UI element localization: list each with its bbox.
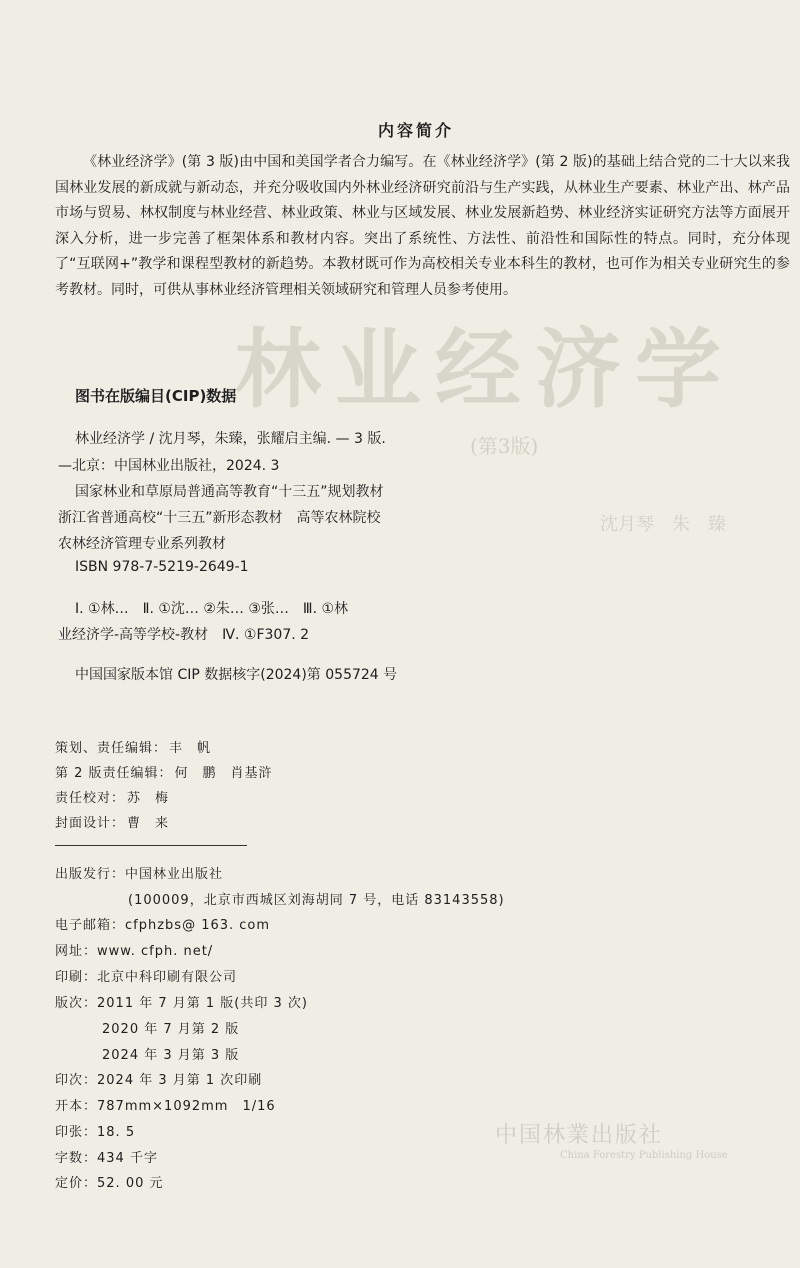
intro-heading: 内容简介 (378, 121, 455, 140)
pub-email (55, 914, 270, 933)
credit-planning-editor (55, 737, 211, 756)
credit-label: 封面设计： (55, 816, 126, 831)
credit-value: 丰 帆 (169, 741, 212, 756)
pub-publisher (55, 863, 223, 882)
pub-label: 电子邮箱： (55, 918, 126, 933)
cip-line-series-1: 国家林业和草原局普通高等教育“十三五”规划教材 (75, 484, 384, 500)
credit-second-edition-editor (55, 762, 273, 781)
intro-body: 《林业经济学》(第 3 版)由中国和美国学者合力编写。在《林业经济学》(第 2 版)的基础上结合党的二十大以来我国林业发展的新成就与新动态，并充分吸收国内外林业经济研究前沿与生产实践，从林业生产要素、林业产出、林产品市场与贸易、林权制度与林业经营、林业政策、林业与区域发展、林业发展新趋势、林业经济实证研究方法等方面展开深入分析，进一步完善了框架体系和教材内容。突出了系统性、方法性、前沿性和国际性的特点。同时，充分体现了“互联网+”教学和课程型教材的新趋势。本教材既可作为高校相关专业本科生的教材，也可作为相关专业研究生的参考教材。同时，可供从事林业经济管理相关领域研究和管理人员参考使用。 (55, 154, 790, 298)
bleed-through-publisher-en: China Forestry Publishing House (560, 1150, 728, 1161)
pub-label: 版次： (55, 996, 98, 1011)
bleed-through-title: 林业经济学 (235, 319, 735, 420)
pub-label: 定价： (55, 1176, 98, 1191)
cip-line-series-2: 浙江省普通高校“十三五”新形态教材 高等农林院校 (58, 510, 381, 526)
cip-line-record-number: 中国国家版本馆 CIP 数据核字(2024)第 055724 号 (75, 667, 398, 683)
cip-line-series-3: 农林经济管理专业系列教材 (58, 536, 226, 552)
pub-value: 52. 00 元 (97, 1176, 164, 1191)
pub-impression (55, 1069, 262, 1088)
pub-label: 字数： (55, 1151, 98, 1166)
pub-format (55, 1095, 276, 1114)
cip-line-isbn: ISBN 978-7-5219-2649-1 (75, 559, 249, 575)
pub-price (55, 1172, 164, 1191)
pub-printer (55, 966, 237, 985)
pub-edition-3: 2024 年 3 月第 3 版 (102, 1048, 240, 1063)
cip-line-subject-2: 业经济学-高等学校-教材 Ⅳ. ①F307. 2 (58, 627, 310, 643)
bleed-through-publisher-logo: 中国林業出版社 (495, 1123, 664, 1148)
pub-value: 2024 年 3 月第 1 次印刷 (97, 1073, 263, 1088)
bleed-through-edition: (第3版) (470, 434, 539, 458)
pub-value: 434 千字 (97, 1151, 158, 1166)
pub-website (55, 940, 213, 959)
credit-value: 苏 梅 (127, 791, 170, 806)
cip-line-publisher: —北京：中国林业出版社，2024. 3 (58, 458, 280, 474)
pub-label: 印次： (55, 1073, 98, 1088)
pub-label: 开本： (55, 1099, 98, 1114)
pub-value: 中国林业出版社 (125, 867, 224, 882)
pub-value: 北京中科印刷有限公司 (97, 970, 238, 985)
credit-label: 策划、责任编辑： (55, 741, 168, 756)
credit-label: 责任校对： (55, 791, 126, 806)
pub-edition-2: 2020 年 7 月第 2 版 (102, 1022, 240, 1037)
cip-line-subject-1: Ⅰ. ①林… Ⅱ. ①沈… ②朱… ③张… Ⅲ. ①林 (75, 601, 349, 617)
pub-words (55, 1147, 158, 1166)
credit-value: 曹 来 (127, 816, 170, 831)
pub-label: 出版发行： (55, 867, 126, 882)
credit-value: 何 鹏 肖基浒 (174, 766, 273, 781)
credit-proofreader (55, 787, 169, 806)
pub-edition (55, 992, 308, 1011)
pub-sheets (55, 1121, 135, 1140)
pub-value: 2011 年 7 月第 1 版(共印 3 次) (97, 996, 308, 1011)
credit-cover-design (55, 812, 169, 831)
divider (55, 845, 247, 846)
bleed-through-authors: 沈月琴 朱 臻 (600, 514, 726, 535)
pub-label: 网址： (55, 944, 98, 959)
cip-line-title: 林业经济学 / 沈月琴，朱臻，张耀启主编. — 3 版. (75, 431, 386, 447)
credit-label: 第 2 版责任编辑： (55, 766, 173, 781)
pub-value: 787mm×1092mm 1/16 (97, 1099, 276, 1114)
pub-label: 印张： (55, 1125, 98, 1140)
cip-heading: 图书在版编目(CIP)数据 (75, 387, 237, 405)
pub-value: cfphzbs@ 163. com (125, 918, 271, 933)
pub-label: 印刷： (55, 970, 98, 985)
pub-value: 18. 5 (97, 1125, 136, 1140)
pub-address: (100009，北京市西城区刘海胡同 7 号，电话 83143558) (128, 893, 505, 908)
pub-value: www. cfph. net/ (97, 944, 214, 959)
